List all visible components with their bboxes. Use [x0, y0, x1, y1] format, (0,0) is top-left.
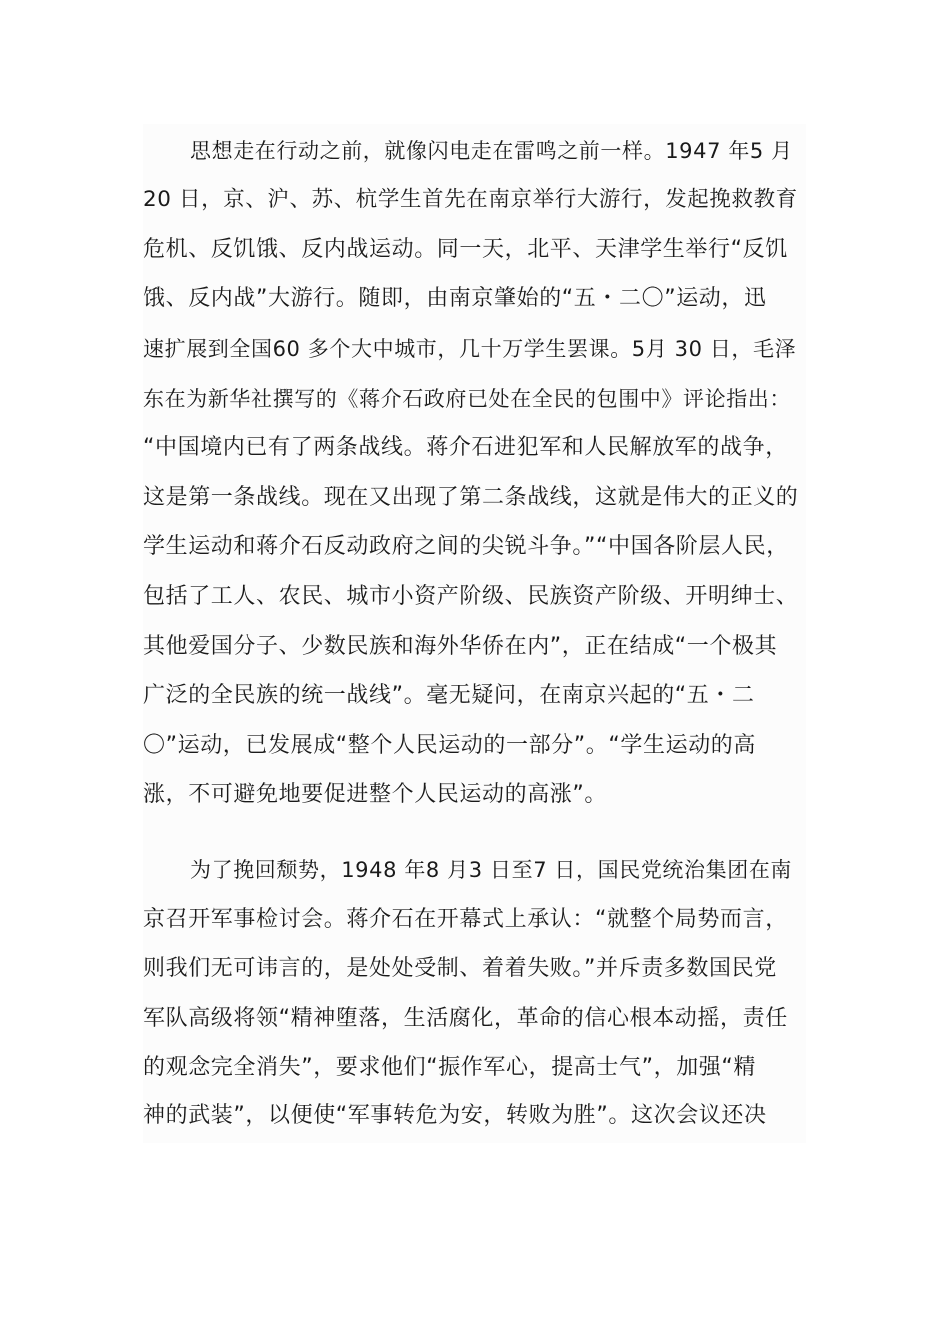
paragraph-1-line-4: 饿、反内战”大游行。随即，由南京肇始的“五・二〇”运动，迅: [143, 286, 767, 311]
paragraph-1-line-5: 速扩展到全国60 多个大中城市，几十万学生罢课。5月 30 日，毛泽: [143, 337, 797, 361]
paragraph-1-line-14: 涨，不可避免地要促进整个人民运动的高涨”。: [143, 782, 607, 807]
paragraph-1-line-10: 包括了工人、农民、城市小资产阶级、民族资产阶级、开明绅士、: [143, 584, 799, 609]
paragraph-1-line-1: 思想走在行动之前，就像闪电走在雷鸣之前一样。1947 年5 月: [190, 139, 793, 163]
paragraph-2-line-6: 神的武装”，以便使“军事转危为安，转败为胜”。这次会议还决: [143, 1103, 767, 1128]
paragraph-2-line-1: 为了挽回颓势，1948 年8 月3 日至7 日，国民党统治集团在南: [190, 858, 793, 882]
paragraph-2-line-5: 的观念完全消失”，要求他们“振作军心，提高士气”，加强“精: [143, 1055, 756, 1080]
paragraph-2-line-2: 京召开军事检讨会。蒋介石在开幕式上承认：“就整个局势而言，: [143, 907, 788, 932]
paragraph-1-line-3: 危机、反饥饿、反内战运动。同一天，北平、天津学生举行“反饥: [143, 237, 788, 262]
paragraph-1-line-12: 广泛的全民族的统一战线”。毫无疑问，在南京兴起的“五・二: [143, 683, 755, 708]
paragraph-1-line-9: 学生运动和蒋介石反动政府之间的尖锐斗争。”“中国各阶层人民，: [143, 534, 789, 559]
paragraph-1-line-7: “中国境内已有了两条战线。蒋介石进犯军和人民解放军的战争，: [143, 435, 788, 460]
paragraph-2-line-3: 则我们无可讳言的，是处处受制、着着失败。”并斥责多数国民党: [143, 956, 777, 981]
paragraph-1-line-8: 这是第一条战线。现在又出现了第二条战线，这就是伟大的正义的: [143, 485, 799, 510]
document-text-block: [143, 124, 806, 1143]
paragraph-1-line-13: 〇”运动，已发展成“整个人民运动的一部分”。“学生运动的高: [143, 733, 756, 758]
paragraph-1-line-6: 东在为新华社撰写的《蒋介石政府已处在全民的包围中》评论指出：: [143, 387, 791, 411]
paragraph-1-line-11: 其他爱国分子、少数民族和海外华侨在内”，正在结成“一个极其: [143, 634, 778, 659]
paragraph-2-line-4: 军队高级将领“精神堕落，生活腐化，革命的信心根本动摇，责任: [143, 1006, 788, 1031]
paragraph-1-line-2: 20 日，京、沪、苏、杭学生首先在南京举行大游行，发起挽救教育: [143, 187, 798, 212]
